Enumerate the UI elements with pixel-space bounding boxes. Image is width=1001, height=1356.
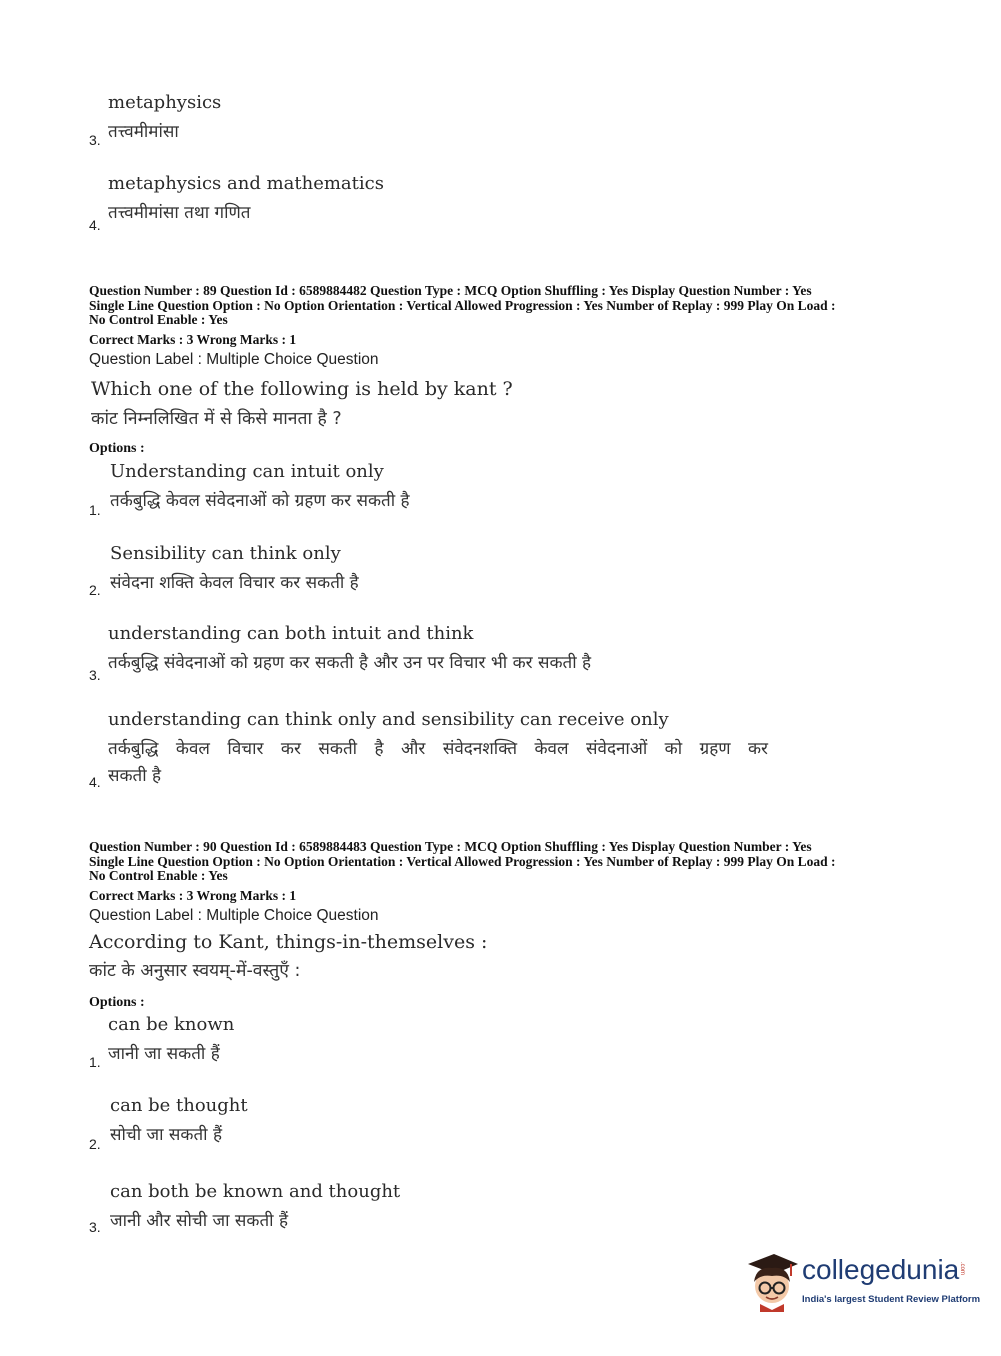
option-number: 3.: [89, 667, 101, 683]
option-text-en: can be thought: [110, 1095, 248, 1116]
option-text-hi: तर्कबुद्धि केवल संवेदनाओं को ग्रहण कर सकती है: [110, 491, 410, 511]
option-text-en: metaphysics and mathematics: [108, 173, 384, 194]
option-text-hi: तर्कबुद्धि केवल विचार कर सकती है और संवेदनशक्ति केवल संवेदनाओं को ग्रहण कर: [108, 739, 768, 759]
option-text-en: understanding can both intuit and think: [108, 623, 474, 644]
collegedunia-logo: [740, 1250, 981, 1316]
option-number: 3.: [89, 1219, 101, 1235]
question-label: Question Label : Multiple Choice Question: [89, 351, 379, 368]
option-text-en: can be known: [108, 1014, 235, 1035]
option-number: 4.: [89, 774, 101, 790]
question-marks: Correct Marks : 3 Wrong Marks : 1: [89, 332, 297, 347]
option-number: 4.: [89, 217, 101, 233]
option-text-hi-cont: सकती है: [108, 766, 162, 786]
question-meta: Question Number : 90 Question Id : 6589884483 Question Type : MCQ Option Shuffling : Yes Display Question Number : Yes Single Line Question Option : No Option Orientation : Vertical Allowed Progression : Yes Number of Replay : 999 Play On Load : No Control Enable : Yes: [89, 839, 836, 883]
question-label: Question Label : Multiple Choice Question: [89, 907, 379, 924]
logo-tagline: India's largest Student Review Platform: [802, 1294, 981, 1305]
question-marks: Correct Marks : 3 Wrong Marks : 1: [89, 888, 297, 903]
option-text-hi: संवेदना शक्ति केवल विचार कर सकती है: [110, 573, 359, 593]
option-number: 2.: [89, 1136, 101, 1152]
mascot-icon: [740, 1250, 802, 1312]
option-text-hi: जानी और सोची जा सकती हैं: [110, 1211, 288, 1231]
option-text-hi: सोची जा सकती हैं: [110, 1125, 222, 1145]
option-text-en: metaphysics: [108, 92, 222, 113]
question-meta: Question Number : 89 Question Id : 6589884482 Question Type : MCQ Option Shuffling : Yes Display Question Number : Yes Single Line Question Option : No Option Orientation : Vertical Allowed Progression : Yes Number of Replay : 999 Play On Load : No Control Enable : Yes: [89, 283, 836, 327]
option-number: 2.: [89, 582, 101, 598]
option-text-hi: तत्त्वमीमांसा: [108, 122, 179, 142]
question-text-hi: कांट के अनुसार स्वयम्-में-वस्तुएँ :: [89, 961, 301, 981]
option-number: 1.: [89, 1054, 101, 1070]
option-text-hi: तत्त्वमीमांसा तथा गणित: [108, 203, 251, 223]
logo-name: collegedunia: [802, 1254, 960, 1285]
options-heading: Options :: [89, 441, 145, 456]
option-text-en: Understanding can intuit only: [110, 461, 384, 482]
logo-domain: .com: [959, 1262, 965, 1276]
question-text-hi: कांट निम्नलिखित में से किसे मानता है ?: [91, 409, 342, 429]
option-number: 3.: [89, 132, 101, 148]
option-text-hi: तर्कबुद्धि संवेदनाओं को ग्रहण कर सकती है और उन पर विचार भी कर सकती है: [108, 653, 592, 673]
option-number: 1.: [89, 502, 101, 518]
options-heading: Options :: [89, 995, 145, 1010]
question-text-en: Which one of the following is held by kant ?: [91, 378, 513, 400]
option-text-en: understanding can think only and sensibility can receive only: [108, 709, 669, 730]
question-text-en: According to Kant, things-in-themselves :: [89, 931, 488, 953]
option-text-en: can both be known and thought: [110, 1181, 401, 1202]
option-text-hi: जानी जा सकती हैं: [108, 1044, 220, 1064]
option-text-en: Sensibility can think only: [110, 543, 341, 564]
